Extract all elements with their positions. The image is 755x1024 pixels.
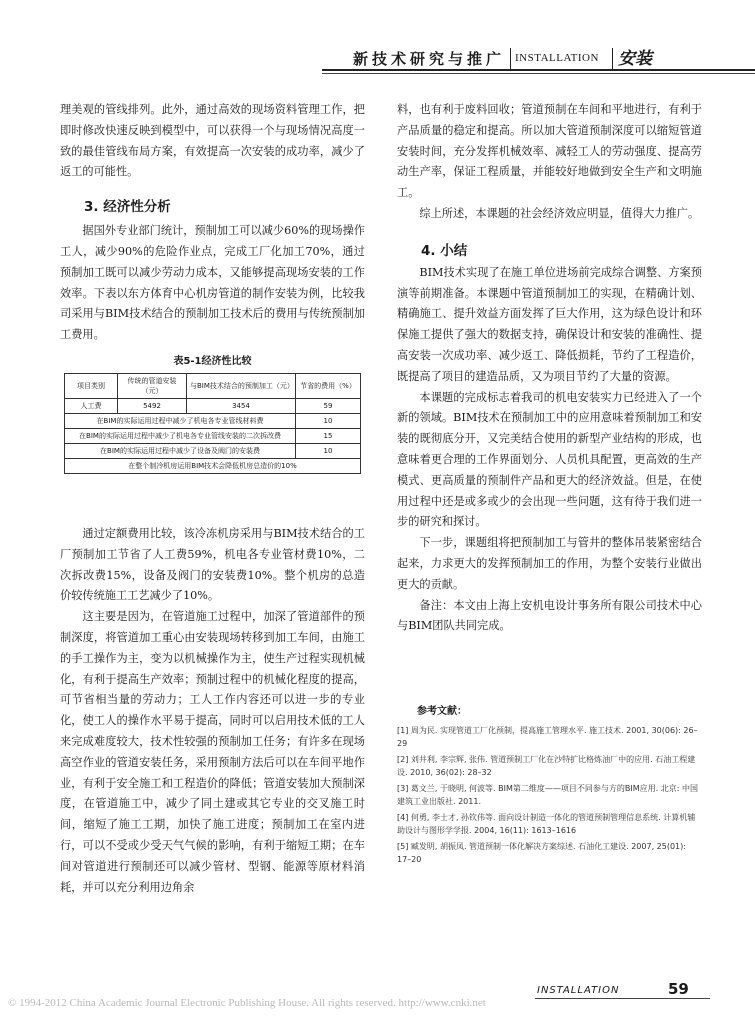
table-row xyxy=(65,398,361,413)
header-separator xyxy=(612,48,613,70)
table-row xyxy=(65,443,361,458)
paragraph: 这主要是因为，在管道施工过程中，加深了管道部件的预制深度，将管道加工重心由安装现场转移到加工车间，由施工的手工操作为主，变为以机械操作为主，使生产过程实现机械化，有利于提高生产效率；预制过程中的机械化程度的提高，可节省相当量的劳动力；工人工作内容还可以进一步的专业化，使工人的操作水平易于提高，同时可以启用技术低的工人来完成难度较大，技术性较强的预制加工任务；有许多在现场高空作业的管道安装任务，采用预制方法后可以在车间平地作业，有利于安全施工和工程造价的降低；管道安装加大预制深度，在管道施工中，减少了同土建或其它专业的交叉施工时间，缩短了施工工期，加快了施工进度；预制加工在室内进行，可以不受或少受天气气候的影响，有利于缩短工期；在车间对管道进行预制还可以减少管材、型钢、能源等原材料消耗，并可以充分利用边角余 xyxy=(60,610,365,894)
header-separator xyxy=(510,48,511,70)
page-header xyxy=(0,0,755,80)
paragraph: 本课题的完成标志着我司的机电安装实力已经进入了一个新的领域。BIM技术在预制加工中的应用意味着预制加工和安装的既彻底分开，又完美结合使用的新型产业结构的形成，也意味着更合理的工作界面划分、人员机具配置，更高效的生产模式、更高质量的预制件产品和更大的经济效益。但是，在使用过程中还是或多或少的会出现一些问题，这有待于我们进一步的研究和探讨。 xyxy=(397,390,702,529)
table-cell: 10 xyxy=(296,413,361,428)
paragraph: 综上所述，本课题的社会经济效应明显，值得大力推广。 xyxy=(419,206,700,220)
paragraph: 下一步，课题组将把预制加工与管井的整体吊装紧密结合起来，力求更大的发挥预制加工的作用，为整个安装行业做出更大的贡献。 xyxy=(397,536,702,591)
table-header-cell: 传统的管道安装（元） xyxy=(118,373,187,398)
table-cell: 10 xyxy=(296,443,361,458)
table-row xyxy=(65,413,361,428)
reference-item: [4] 何勇, 李士才, 孙钦伟等. 面向设计制造一体化的管道预制管理信息系统. 计算机辅助设计与图形学学报. 2004, 16(11): 1613–1616 xyxy=(397,813,696,836)
table-cell: 在BIM的实际运用过程中减少了机电各专业管线材料费 xyxy=(65,413,296,428)
table-caption: 表5-1经济性比较 xyxy=(173,355,252,367)
journal-logo: 安装 xyxy=(618,49,652,69)
table-row xyxy=(65,428,361,443)
table-header-cell: 项目类别 xyxy=(65,373,118,398)
reference-item: [5] 臧发明, 胡振凤. 管道预制一体化解决方案综述. 石油化工建设. 2007, 25(01): 17–20 xyxy=(397,842,686,865)
paragraph: 据国外专业部门统计，预制加工可以减少60%的现场操作工人，减少90%的危险作业点，完成工厂化加工70%，通过预制加工既可以减少劳动力成本，又能够提高现场安装的工作效率。下表以东方体育中心机房管道的制作安装为例，比较我司采用与BIM技术结合的预制加工技术后的费用与传统预制加工费用。 xyxy=(60,224,365,342)
table-cell: 15 xyxy=(296,428,361,443)
table-cell: 5492 xyxy=(118,398,187,413)
copyright-watermark: © 1994-2012 China Academic Journal Electronic Publishing House. All rights reserved. http://www.cnki.net xyxy=(8,997,486,1009)
reference-item: [1] 周为民. 实现管道工厂化预制，提高施工管理水平. 施工技术. 2001, 30(06): 26–29 xyxy=(397,726,698,749)
page-number: 59 xyxy=(668,980,689,998)
table-cell: 在BIM的实际运用过程中减少了设备及阀门的安装费 xyxy=(65,443,296,458)
table-row xyxy=(65,458,361,473)
table-cell: 在BIM的实际运用过程中减少了机电各专业管线安装的二次拆改费 xyxy=(65,428,296,443)
reference-item: [2] 刘井利, 李宗辉, 张伟. 管道预制工厂化在沙特扩比格炼油厂中的应用. 石油工程建设. 2010, 36(02): 28–32 xyxy=(397,755,696,778)
table-header-cell: 与BIM技术结合的预制加工（元） xyxy=(187,373,296,398)
footer-rule xyxy=(535,998,710,999)
section-heading-4: 4. 小结 xyxy=(421,242,468,259)
paragraph: 备注：本文由上海上安机电设计事务所有限公司技术中心与BIM团队共同完成。 xyxy=(397,598,702,633)
paragraph: 理美观的管线排列。此外，通过高效的现场资料管理工作，把即时修改快速反映到模型中，可以获得一个与现场情况高度一致的最佳管线布局方案，有效提高一次安装的成功率，减少了返工的可能性。 xyxy=(60,103,365,179)
journal-name-en: INSTALLATION xyxy=(515,52,599,64)
left-column xyxy=(60,100,365,898)
section-heading-3: 3. 经济性分析 xyxy=(84,199,171,216)
section-title: 新技术研究与推广 xyxy=(352,50,505,68)
economic-comparison-table xyxy=(64,373,361,474)
table-cell: 人工费 xyxy=(65,398,118,413)
table-cell: 59 xyxy=(296,398,361,413)
table-cell: 3454 xyxy=(187,398,296,413)
references xyxy=(397,705,702,866)
paragraph: 通过定额费用比较，该冷冻机房采用与BIM技术结合的工厂预制加工节省了人工费59%，机电各专业管材费10%，二次拆改费15%，设备及阀门的安装费10%。整个机房的总造价较传统施工工艺减少了10%。 xyxy=(60,526,365,603)
table-header-row xyxy=(65,373,361,398)
header-rule-thin xyxy=(322,73,755,74)
header-rule xyxy=(322,69,755,71)
reference-item: [3] 葛文兰, 于晓明, 何波等. BIM第二维度——项目不同参与方的BIM应用. 北京: 中国建筑工业出版社. 2011. xyxy=(397,784,698,807)
right-column xyxy=(397,100,702,869)
footer-journal-name: INSTALLATION xyxy=(537,985,620,996)
paragraph: 料，也有利于废料回收；管道预制在车间和平地进行，有利于产品质量的稳定和提高。所以加大管道预制深度可以缩短管道安装时间，充分发挥机械效率、减轻工人的劳动强度、提高劳动生产率，保证工程质量，并能较好地做到安全生产和文明施工。 xyxy=(397,103,702,200)
table-header-cell: 节省的费用（%） xyxy=(296,373,361,398)
paragraph: BIM技术实现了在施工单位进场前完成综合调整、方案预演等前期准备。本课题中管道预制加工的实现，在精确计划、精确施工、提升效益方面发挥了巨大作用，这为绿色设计和环保施工提供了强大的数据支持，确保设计和安装的准确性、提高安装一次成功率、减少返工、降低损耗，节约了工程造价，既提高了项目的建造品质，又为项目节约了大量的资源。 xyxy=(397,265,702,383)
references-title: 参考文献： xyxy=(417,706,467,718)
table-cell: 在整个制冷机房运用BIM技术会降低机房总造价的10% xyxy=(65,458,361,473)
